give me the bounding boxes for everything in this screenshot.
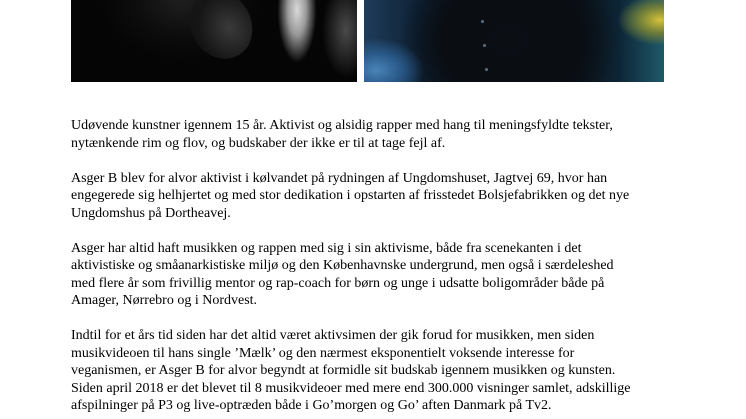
text-line: Indtil for et års tid siden har det altid været aktivsimen der gik forud for musikken, men siden [71,328,595,343]
coat-button-mark [481,20,484,23]
text-line: Siden april 2018 er det blevet til 8 musikvideoer med mere end 300.000 visninger samlet, adskillige [71,380,631,396]
coat-button-mark [485,68,488,71]
artist-photo-left [71,0,357,82]
text-line: veganismen, er Asger B for alvor begyndt at formidle sit budskab igennem musikken og kunsten. [71,363,616,378]
text-line: Udøvende kunstner igennem 15 år. Aktivist og alsidig rapper med hang til meningsfyldte tekster, [71,118,613,133]
text-line: med flere år som frivillig mentor og rap-coach for børn og unge i udsatte boligområder både på [71,275,605,291]
text-line: afspilninger på P3 og live-optræden både i Go’morgen og Go’ aften Danmark på Tv2. [71,398,552,413]
photo-shading [178,0,265,70]
coat-button-mark [483,44,486,47]
text-line: Asger B blev for alvor aktivist i kølvandet på rydningen af Ungdomshuset, Jagtvej 69, hvor han [71,170,608,186]
text-line: musikvideoen til hans single ’Mælk’ og den nærmest eksponentielt voksende interesse for [71,345,575,361]
text-line: aktivistiske og småanarkistiske miljø og den Københavnske undergrund, men også i særdeleshed [71,258,614,273]
paragraph-recent-career [71,327,691,415]
text-line: Amager, Nørrebro og i Nordvest. [71,293,258,308]
text-line: Ungdomshus på Dortheavej. [71,205,231,221]
text-line: engegerede sig helhjertet og med stor dedikation i opstarten af frisstedet Bolsjefabrikken og det nye [71,188,630,203]
paragraph-music-and-activism [71,240,691,310]
paragraph-activism [71,170,691,223]
body-text [71,117,691,419]
artist-photo-right [364,0,664,82]
text-line: nytænkende rim og flov, og budskaber der ikke er til at tage fejl af. [71,135,446,151]
paragraph-intro [71,117,691,152]
text-line: Asger har altid haft musikken og rappen med sig i sin aktivisme, både fra scenekanten i det [71,240,582,256]
